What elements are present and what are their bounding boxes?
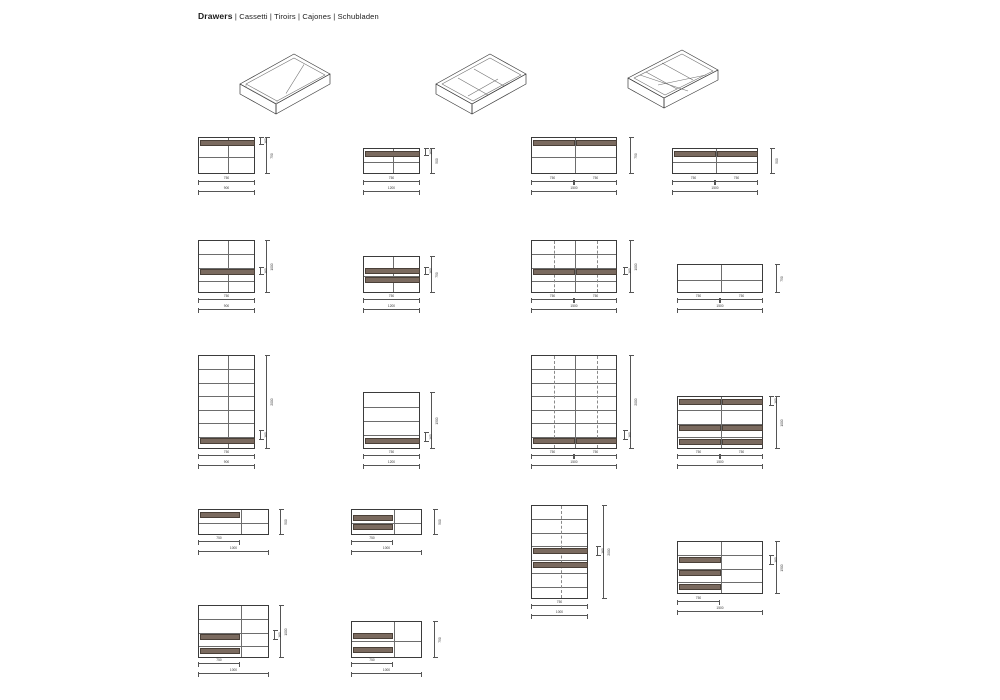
- dimension-label-width: 1500: [716, 460, 724, 464]
- dimension-line-horizontal: [574, 455, 617, 456]
- dimension-line-horizontal: [198, 181, 255, 182]
- dimension-line-vertical: [434, 509, 435, 535]
- shelf-line: [199, 410, 254, 411]
- cabinet-body: [677, 264, 763, 293]
- dimension-label-width: 1500: [570, 460, 578, 464]
- dimension-line-vertical: [630, 240, 631, 293]
- cabinet-body: [198, 509, 269, 535]
- page-title: [198, 11, 379, 21]
- cabinet-body: [363, 256, 420, 293]
- dimension-line-vertical: [771, 148, 772, 174]
- dimension-line-horizontal: [531, 605, 588, 606]
- drawer-front: [200, 140, 255, 146]
- dimension-label-width: 1500: [711, 186, 719, 190]
- dimension-line-vertical: [776, 264, 777, 293]
- vertical-divider-dashed: [554, 356, 555, 448]
- dimension-label-width: 1000: [382, 668, 391, 672]
- dimension-label-height: 1500: [435, 416, 439, 425]
- cabinet-body: [677, 396, 763, 449]
- dimension-line-horizontal: [351, 541, 393, 542]
- dimension-line-vertical: [776, 541, 777, 594]
- dimension-label-height: 2000: [634, 398, 638, 406]
- dimension-label-width: 1000: [555, 610, 564, 614]
- cabinet-body: [531, 505, 588, 599]
- dimension-line-vertical: [770, 555, 771, 565]
- drawer-front: [679, 584, 721, 590]
- dimension-label-width: 750: [369, 536, 375, 540]
- shelf-line: [352, 641, 421, 642]
- shelf-line: [532, 396, 616, 397]
- vertical-divider-dashed: [597, 356, 598, 448]
- dimension-label-height: 750: [634, 152, 638, 159]
- shelf-line: [532, 254, 616, 255]
- dimension-label-width: 750: [388, 450, 395, 454]
- drawer-front: [353, 633, 393, 639]
- dimension-line-horizontal: [198, 191, 255, 192]
- dimension-line-horizontal: [198, 455, 255, 456]
- dimension-label-width: 750: [695, 294, 702, 298]
- drawer-front: [365, 438, 420, 444]
- cabinet-body: [672, 148, 758, 174]
- page-title-rest: | Cassetti | Tiroirs | Cajones | Schubladen: [232, 12, 379, 21]
- dimension-line-horizontal: [363, 455, 420, 456]
- drawer-front: [679, 399, 721, 405]
- shelf-line: [678, 410, 762, 411]
- dimension-label-width: 750: [738, 450, 745, 454]
- dimension-line-vertical: [770, 396, 771, 406]
- dimension-line-vertical: [630, 137, 631, 174]
- drawer-front: [533, 269, 575, 275]
- shelf-line: [199, 646, 268, 647]
- dimension-line-horizontal: [531, 455, 574, 456]
- shelf-line: [678, 280, 762, 281]
- drawer-front: [722, 425, 764, 431]
- dimension-label-width: 750: [223, 294, 230, 298]
- drawer-front: [533, 438, 575, 444]
- dimension-label-width: 1500: [716, 606, 724, 610]
- shelf-line: [532, 573, 587, 574]
- drawer-front: [353, 524, 393, 530]
- dimension-label-height: 500: [435, 158, 439, 164]
- dimension-line-horizontal: [363, 181, 420, 182]
- dimension-line-horizontal: [198, 663, 240, 664]
- dimension-line-horizontal: [351, 663, 393, 664]
- dimension-label-width: 1500: [716, 304, 724, 308]
- dimension-line-horizontal: [574, 181, 617, 182]
- dimension-label-height: 1000: [284, 627, 288, 636]
- cabinet-body: [351, 621, 422, 658]
- shelf-line: [364, 162, 419, 163]
- drawer-front: [365, 268, 420, 274]
- cabinet-body: [677, 541, 763, 594]
- dimension-label-width: 1000: [229, 546, 238, 550]
- dimension-line-horizontal: [574, 299, 617, 300]
- dimension-line-horizontal: [677, 309, 763, 310]
- dimension-line-horizontal: [677, 299, 720, 300]
- dimension-line-vertical: [280, 509, 281, 535]
- dimension-label-height: 160: [628, 432, 632, 438]
- shelf-line: [199, 157, 254, 158]
- dimension-label-width: 1200: [387, 186, 396, 190]
- vertical-divider: [241, 606, 242, 657]
- cabinet-body: [363, 148, 420, 174]
- dimension-label-height: 160: [264, 432, 268, 438]
- dimension-line-horizontal: [677, 465, 763, 466]
- dimension-label-height: 750: [780, 275, 784, 282]
- dimension-line-horizontal: [351, 673, 422, 674]
- dimension-line-horizontal: [677, 611, 763, 612]
- dimension-label-width: 1200: [387, 304, 396, 308]
- cabinet-body: [198, 605, 269, 658]
- dimension-line-horizontal: [198, 465, 255, 466]
- dimension-label-width: 750: [690, 176, 697, 180]
- cabinet-body: [363, 392, 420, 449]
- dimension-line-horizontal: [720, 299, 763, 300]
- dimension-line-horizontal: [531, 299, 574, 300]
- dimension-line-horizontal: [198, 299, 255, 300]
- shelf-line: [199, 619, 268, 620]
- dimension-label-height: 160: [429, 434, 433, 440]
- shelf-line: [532, 533, 587, 534]
- drawer-front: [722, 399, 764, 405]
- dimension-line-vertical: [274, 630, 275, 640]
- dimension-label-height: 1000: [270, 262, 274, 271]
- dimension-line-horizontal: [531, 309, 617, 310]
- cabinet-body: [198, 355, 255, 449]
- dimension-line-vertical: [425, 432, 426, 442]
- dimension-label-height: 750: [435, 271, 439, 278]
- cabinet-body: [531, 137, 617, 174]
- dimension-line-vertical: [425, 148, 426, 156]
- cabinet-body: [531, 355, 617, 449]
- dimension-label-width: 750: [388, 294, 395, 298]
- drawer-front: [576, 269, 618, 275]
- dimension-label-height: 2000: [270, 398, 274, 406]
- drawer-front: [200, 438, 255, 444]
- dimension-label-width: 750: [549, 450, 556, 454]
- dimension-label-height: 500: [438, 519, 442, 525]
- dimension-label-height: 1000: [634, 262, 638, 271]
- cabinet-body: [198, 240, 255, 293]
- drawer-front: [722, 439, 764, 445]
- shelf-line: [532, 157, 616, 158]
- dimension-line-horizontal: [677, 455, 720, 456]
- dimension-line-vertical: [431, 392, 432, 449]
- shelf-line: [364, 407, 419, 408]
- dimension-label-width: 1200: [387, 460, 396, 464]
- drawer-front: [717, 151, 759, 157]
- drawer-front: [576, 140, 618, 146]
- vertical-divider: [721, 542, 722, 593]
- vertical-divider: [394, 622, 395, 657]
- drawer-front: [533, 140, 575, 146]
- vertical-divider-dashed: [597, 241, 598, 292]
- drawer-front: [200, 512, 240, 518]
- shelf-line: [532, 560, 587, 561]
- dimension-label-height: 2000: [607, 548, 611, 556]
- dimension-label-width: 750: [388, 176, 395, 180]
- dimension-line-vertical: [260, 137, 261, 145]
- dimension-line-vertical: [431, 256, 432, 293]
- dimension-line-vertical: [266, 240, 267, 293]
- drawer-front: [353, 515, 393, 521]
- shelf-line: [678, 582, 762, 583]
- dimension-label-width: 750: [223, 176, 230, 180]
- vertical-divider: [394, 510, 395, 534]
- shelf-line: [532, 410, 616, 411]
- drawer-front: [576, 438, 618, 444]
- dimension-line-horizontal: [672, 181, 715, 182]
- shelf-line: [199, 423, 254, 424]
- shelf-line: [199, 281, 254, 282]
- dimension-label-width: 750: [592, 176, 599, 180]
- dimension-label-width: 750: [695, 596, 702, 600]
- shelf-line: [532, 546, 587, 547]
- dimension-label-height: 160: [774, 557, 778, 563]
- dimension-label-width: 750: [695, 450, 702, 454]
- dimension-line-horizontal: [363, 191, 420, 192]
- drawer-front: [679, 425, 721, 431]
- dimension-line-horizontal: [351, 551, 422, 552]
- dimension-label-height: 500: [775, 158, 779, 164]
- dimension-label-width: 750: [216, 536, 222, 540]
- shelf-line: [532, 423, 616, 424]
- dimension-label-width: 1500: [570, 186, 578, 190]
- dimension-line-horizontal: [363, 465, 420, 466]
- shelf-line: [532, 587, 587, 588]
- shelf-line: [673, 162, 757, 163]
- drawer-front: [533, 562, 588, 568]
- dimension-line-horizontal: [198, 551, 269, 552]
- drawer-front: [679, 557, 721, 563]
- dimension-label-height: 160: [429, 268, 433, 274]
- dimension-line-horizontal: [677, 601, 720, 602]
- dimension-label-width: 750: [369, 658, 375, 662]
- dimension-line-vertical: [624, 430, 625, 440]
- dimension-label-height: 750: [270, 152, 274, 159]
- dimension-line-vertical: [597, 546, 598, 556]
- dimension-label-height: 160: [278, 632, 282, 638]
- vertical-divider: [721, 265, 722, 292]
- dimension-label-width: 750: [592, 450, 599, 454]
- drawer-front: [679, 439, 721, 445]
- vertical-divider-dashed: [554, 241, 555, 292]
- dimension-line-horizontal: [363, 299, 420, 300]
- page-title-main: Drawers: [198, 11, 233, 21]
- drawer-front: [200, 269, 255, 275]
- dimension-label-height: 750: [438, 636, 442, 643]
- shelf-line: [199, 383, 254, 384]
- vertical-divider: [241, 510, 242, 534]
- dimension-label-width: 900: [223, 460, 230, 464]
- cabinet-body: [531, 240, 617, 293]
- dimension-line-horizontal: [720, 455, 763, 456]
- dimension-line-horizontal: [531, 181, 574, 182]
- dimension-label-width: 900: [223, 186, 230, 190]
- dimension-label-height: 160: [601, 548, 605, 554]
- dimension-label-width: 1000: [382, 546, 391, 550]
- drawer-front: [365, 151, 420, 157]
- drawer-front: [200, 634, 240, 640]
- shelf-line: [199, 396, 254, 397]
- vertical-divider: [575, 241, 576, 292]
- dimension-label-width: 750: [738, 294, 745, 298]
- drawer-front: [365, 277, 420, 283]
- cabinet-body: [351, 509, 422, 535]
- dimension-line-horizontal: [715, 181, 758, 182]
- dimension-label-width: 900: [223, 304, 230, 308]
- dimension-line-horizontal: [531, 465, 617, 466]
- dimension-line-horizontal: [531, 191, 617, 192]
- perspective-drawer-2-compartments: [232, 52, 342, 114]
- dimension-line-horizontal: [198, 673, 269, 674]
- dimension-label-width: 750: [223, 450, 230, 454]
- dimension-label-width: 1500: [570, 304, 578, 308]
- dimension-line-horizontal: [531, 615, 588, 616]
- drawer-front: [353, 647, 393, 653]
- drawer-front: [200, 648, 240, 654]
- perspective-drawer-6-compartments: [622, 48, 732, 110]
- dimension-label-height: 500: [284, 519, 288, 525]
- dimension-label-height: 160: [264, 138, 268, 144]
- dimension-line-vertical: [434, 621, 435, 658]
- shelf-line: [532, 369, 616, 370]
- dimension-line-horizontal: [198, 541, 240, 542]
- dimension-label-width: 750: [592, 294, 599, 298]
- shelf-line: [678, 437, 762, 438]
- shelf-line: [532, 281, 616, 282]
- drawer-front: [674, 151, 716, 157]
- dimension-line-vertical: [260, 267, 261, 275]
- dimension-label-width: 750: [733, 176, 740, 180]
- shelf-line: [199, 369, 254, 370]
- dimension-label-width: 1000: [229, 668, 238, 672]
- shelf-line: [532, 383, 616, 384]
- drawer-front: [679, 570, 721, 576]
- dimension-line-vertical: [425, 267, 426, 275]
- dimension-line-horizontal: [672, 191, 758, 192]
- shelf-line: [532, 519, 587, 520]
- vertical-divider: [228, 356, 229, 448]
- dimension-label-height: 160: [774, 398, 778, 404]
- perspective-drawer-4-compartments: [428, 52, 538, 114]
- dimension-line-vertical: [776, 396, 777, 449]
- dimension-line-horizontal: [363, 309, 420, 310]
- vertical-divider: [228, 241, 229, 292]
- shelf-line: [364, 421, 419, 422]
- dimension-label-height: 1500: [780, 563, 784, 572]
- dimension-label-width: 750: [549, 176, 556, 180]
- shelf-line: [199, 523, 268, 524]
- shelf-line: [364, 435, 419, 436]
- dimension-line-horizontal: [198, 309, 255, 310]
- dimension-label-width: 750: [549, 294, 556, 298]
- dimension-label-width: 750: [556, 600, 563, 604]
- drawer-front: [533, 548, 588, 554]
- dimension-label-height: 160: [628, 268, 632, 274]
- dimension-line-vertical: [624, 267, 625, 275]
- dimension-label-height: 160: [429, 149, 433, 155]
- dimension-label-height: 160: [264, 268, 268, 274]
- vertical-divider: [575, 356, 576, 448]
- vertical-divider: [393, 257, 394, 292]
- cabinet-body: [198, 137, 255, 174]
- dimension-label-height: 1000: [780, 418, 784, 427]
- dimension-line-vertical: [260, 430, 261, 440]
- dimension-label-width: 750: [216, 658, 222, 662]
- shelf-line: [199, 254, 254, 255]
